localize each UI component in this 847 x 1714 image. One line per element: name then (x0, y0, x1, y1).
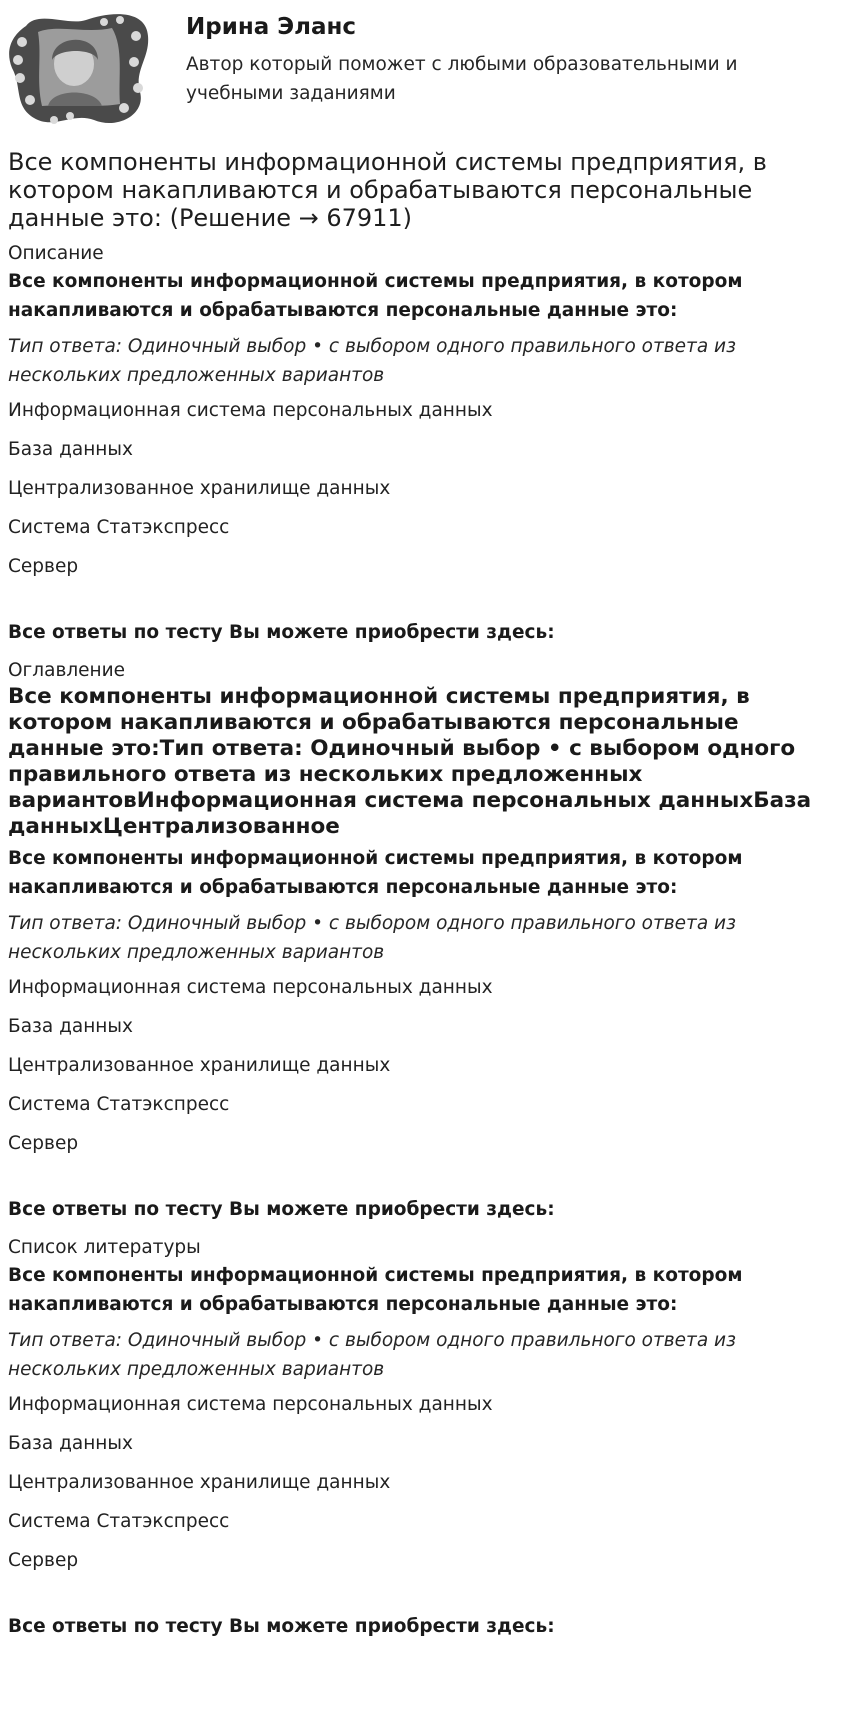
description-buy-link[interactable]: Все ответы по тесту Вы можете приобрести здесь: (8, 622, 555, 643)
toc-option: Информационная система персональных данных (8, 977, 493, 998)
description-answer-type: Тип ответа: Одиночный выбор • с выбором одного правильного ответа из нескольких предложенных вариантов (8, 336, 736, 386)
description-question: Все компоненты информационной системы предприятия, в котором накапливаются и обрабатываются персональные данные это: (8, 271, 743, 321)
description-option: Централизованное хранилище данных (8, 478, 391, 499)
literature-question: Все компоненты информационной системы предприятия, в котором накапливаются и обрабатываются персональные данные это: (8, 1265, 743, 1315)
literature-buy-link[interactable]: Все ответы по тесту Вы можете приобрести здесь: (8, 1616, 555, 1637)
toc-answer-type: Тип ответа: Одиночный выбор • с выбором одного правильного ответа из нескольких предложенных вариантов (8, 913, 736, 963)
toc-option: База данных (8, 1016, 133, 1037)
toc-buy-link[interactable]: Все ответы по тесту Вы можете приобрести здесь: (8, 1199, 555, 1220)
toc-option: Сервер (8, 1133, 79, 1154)
description-option: База данных (8, 439, 133, 460)
author-card (8, 8, 838, 128)
toc-heading: Все компоненты информационной системы предприятия, в котором накапливаются и обрабатываются персональные данные это:Тип ответа: Одиночный выбор • с выбором одного правильного ответа из нескольких предложенных вариантовИнформационная система персональных данныхБаза данныхЦентрализованное (8, 684, 812, 839)
author-avatar (8, 8, 152, 128)
literature-option: Централизованное хранилище данных (8, 1472, 391, 1493)
literature-option: Сервер (8, 1550, 79, 1571)
literature-option: Информационная система персональных данных (8, 1394, 493, 1415)
content (8, 148, 838, 1639)
literature-label: Список литературы (8, 1237, 201, 1258)
toc-label: Оглавление (8, 660, 126, 681)
toc-option: Система Статэкспресс (8, 1094, 230, 1115)
toc-option: Централизованное хранилище данных (8, 1055, 391, 1076)
description-option: Информационная система персональных данных (8, 400, 493, 421)
author-name: Ирина Эланс (186, 14, 357, 40)
literature-option: Система Статэкспресс (8, 1511, 230, 1532)
literature-answer-type: Тип ответа: Одиночный выбор • с выбором одного правильного ответа из нескольких предложенных вариантов (8, 1330, 736, 1380)
literature-option: База данных (8, 1433, 133, 1454)
author-bio: Автор который поможет с любыми образовательными и учебными заданиями (186, 54, 738, 104)
description-option: Сервер (8, 556, 79, 577)
toc-question: Все компоненты информационной системы предприятия, в котором накапливаются и обрабатываются персональные данные это: (8, 848, 743, 898)
description-option: Система Статэкспресс (8, 517, 230, 538)
description-label: Описание (8, 243, 104, 264)
page-title: Все компоненты информационной системы предприятия, в котором накапливаются и обрабатываются персональные данные это: (Решение → 67911) (8, 148, 767, 232)
